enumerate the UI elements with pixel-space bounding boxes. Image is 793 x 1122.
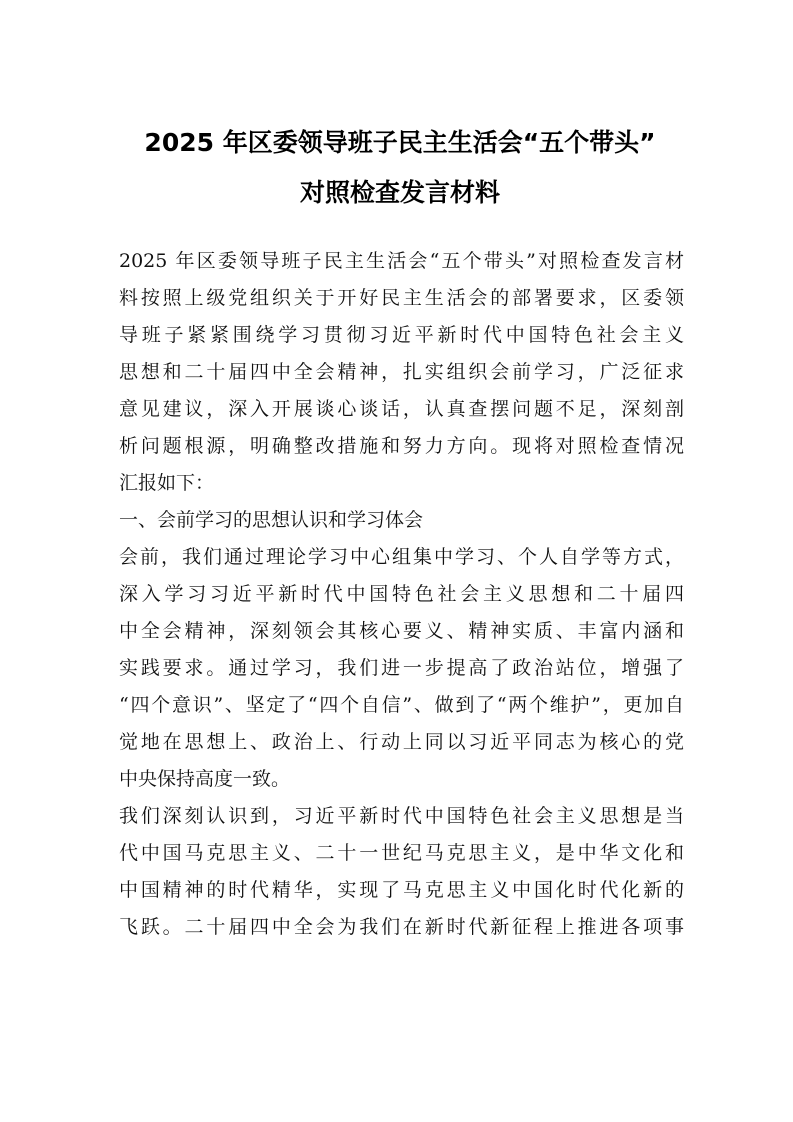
- body-line: 代中国马克思主义、二十一世纪马克思主义，是中华文化和: [119, 842, 684, 864]
- body-line: 导班子紧紧围绕学习贯彻习近平新时代中国特色社会主义: [119, 324, 684, 346]
- body-line: 汇报如下：: [119, 472, 215, 494]
- body-line: 会前，我们通过理论学习中心组集中学习、个人自学等方式，: [119, 546, 684, 568]
- body-line: “四个意识”、坚定了“四个自信”、做到了“两个维护”，更加自: [119, 694, 684, 716]
- body-line: 中全会精神，深刻领会其核心要义、精神实质、丰富内涵和: [119, 620, 684, 642]
- document-title-line-2: 对照检查发言材料: [299, 178, 500, 207]
- body-line: 飞跃。二十届四中全会为我们在新时代新征程上推进各项事: [119, 916, 684, 938]
- body-line: 2025 年区委领导班子民主生活会“五个带头”对照检查发言材: [119, 250, 684, 272]
- body-line: 深入学习习近平新时代中国特色社会主义思想和二十届四: [119, 583, 684, 605]
- body-line: 意见建议，深入开展谈心谈话，认真查摆问题不足，深刻剖: [119, 398, 684, 420]
- document-title-line-1: 2025 年区委领导班子民主生活会“五个带头”: [144, 128, 656, 157]
- section-heading: 一、会前学习的思想认识和学习体会: [119, 509, 424, 531]
- body-line: 我们深刻认识到，习近平新时代中国特色社会主义思想是当: [119, 805, 684, 827]
- body-line: 析问题根源，明确整改措施和努力方向。现将对照检查情况: [119, 435, 684, 457]
- body-line: 觉地在思想上、政治上、行动上同以习近平同志为核心的党: [119, 731, 684, 753]
- body-line: 思想和二十届四中全会精神，扎实组织会前学习，广泛征求: [119, 361, 684, 383]
- body-line: 中央保持高度一致。: [119, 768, 291, 790]
- body-line: 料按照上级党组织关于开好民主生活会的部署要求，区委领: [119, 287, 684, 309]
- body-line: 实践要求。通过学习，我们进一步提高了政治站位，增强了: [119, 657, 684, 679]
- body-line: 中国精神的时代精华，实现了马克思主义中国化时代化新的: [119, 879, 684, 901]
